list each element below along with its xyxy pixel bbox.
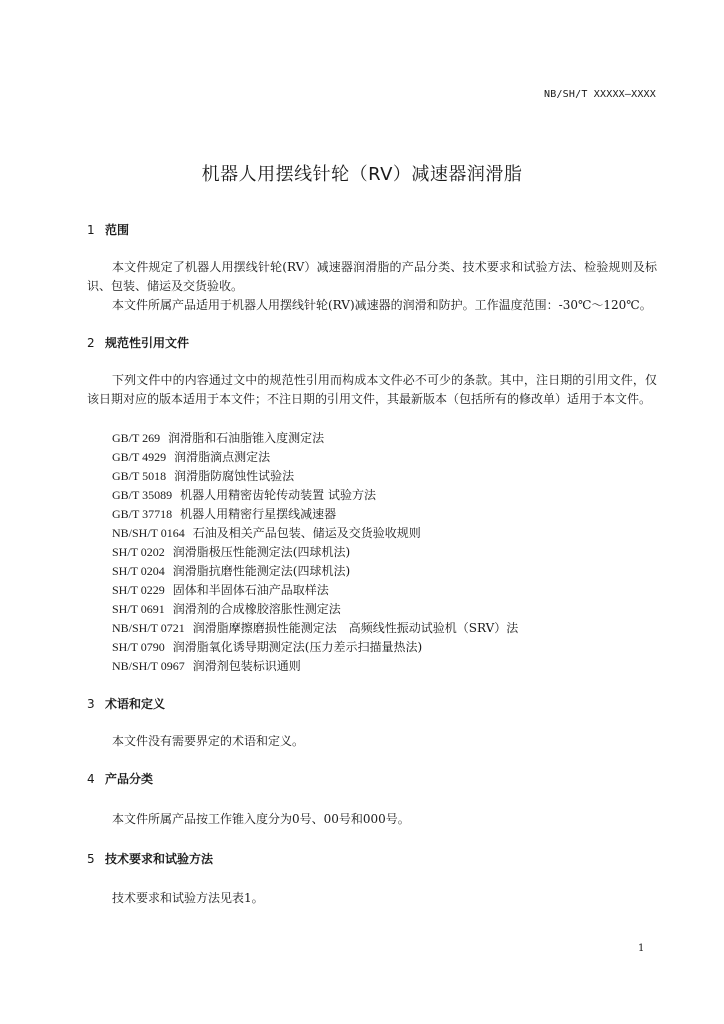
- reference-title: 润滑剂的合成橡胶溶胀性测定法: [172, 602, 341, 616]
- reference-title: 润滑脂摩擦磨损性能测定法 高频线性振动试验机（SRV）法: [192, 621, 519, 635]
- reference-code: GB/T 4929: [112, 450, 167, 464]
- section-3-paragraph-1: 本文件没有需要界定的术语和定义。: [112, 734, 305, 748]
- section-1-paragraph-1: 本文件规定了机器人用摆线针轮(RV）减速器润滑脂的产品分类、技术要求和试验方法、检验规则及标识、包装、储运及交货验收。: [87, 260, 657, 293]
- reference-code: NB/SH/T 0967: [112, 659, 185, 673]
- reference-item: [112, 486, 518, 505]
- section-5-heading: [87, 850, 213, 867]
- reference-title: 润滑脂氧化诱导期测定法(压力差示扫描量热法): [172, 640, 423, 654]
- reference-code: GB/T 37718: [112, 507, 173, 521]
- reference-item: [112, 429, 518, 448]
- section-3-heading: [87, 695, 165, 712]
- reference-title: 润滑脂防腐蚀性试验法: [174, 469, 295, 483]
- reference-title: 润滑脂滴点测定法: [174, 450, 271, 464]
- reference-item: [112, 524, 518, 543]
- reference-title: 润滑脂和石油脂锥入度测定法: [168, 431, 325, 445]
- reference-code: SH/T 0202: [112, 545, 165, 559]
- reference-code: NB/SH/T 0164: [112, 526, 185, 540]
- reference-code: GB/T 35089: [112, 488, 173, 502]
- section-number: 3: [87, 697, 95, 711]
- section-2-paragraph-1: 下列文件中的内容通过文中的规范性引用而构成本文件必不可少的条款。其中，注日期的引用文件，仅该日期对应的版本适用于本文件；不注日期的引用文件，其最新版本（包括所有的修改单）适用于本文件。: [87, 373, 657, 406]
- reference-code: SH/T 0204: [112, 564, 165, 578]
- reference-title: 石油及相关产品包装、储运及交货验收规则: [192, 526, 421, 540]
- reference-title: 润滑脂抗磨性能测定法(四球机法): [172, 564, 351, 578]
- reference-code: SH/T 0229: [112, 583, 165, 597]
- reference-item: [112, 619, 518, 638]
- section-title: 术语和定义: [105, 697, 166, 711]
- document-number: NB/SH/T XXXXX—XXXX: [544, 89, 656, 100]
- reference-title: 润滑剂包装标识通则: [192, 659, 301, 673]
- section-number: 2: [87, 336, 95, 350]
- reference-item: [112, 638, 518, 657]
- section-title: 规范性引用文件: [105, 336, 190, 350]
- section-number: 5: [87, 852, 95, 866]
- section-title: 范围: [105, 223, 130, 237]
- normative-references-list: [112, 429, 518, 676]
- reference-code: SH/T 0790: [112, 640, 165, 654]
- reference-item: [112, 448, 518, 467]
- section-title: 产品分类: [105, 772, 154, 786]
- section-1-heading: [87, 221, 129, 238]
- section-4-heading: [87, 770, 153, 787]
- reference-item: [112, 543, 518, 562]
- reference-title: 机器人用精密齿轮传动装置 试验方法: [180, 488, 376, 502]
- section-2-heading: [87, 334, 189, 351]
- page-number: 1: [638, 943, 645, 954]
- document-title: 机器人用摆线针轮（RV）减速器润滑脂: [201, 164, 523, 185]
- reference-item: [112, 505, 518, 524]
- section-5-paragraph-1: 技术要求和试验方法见表1。: [112, 891, 264, 905]
- reference-title: 润滑脂极压性能测定法(四球机法): [172, 545, 351, 559]
- section-number: 4: [87, 772, 95, 786]
- section-number: 1: [87, 223, 95, 237]
- reference-code: GB/T 269: [112, 431, 161, 445]
- reference-code: NB/SH/T 0721: [112, 621, 185, 635]
- reference-code: SH/T 0691: [112, 602, 165, 616]
- reference-item: [112, 657, 518, 676]
- reference-item: [112, 467, 518, 486]
- reference-title: 机器人用精密行星摆线减速器: [180, 507, 337, 521]
- reference-item: [112, 600, 518, 619]
- section-4-paragraph-1: 本文件所属产品按工作锥入度分为0号、00号和000号。: [112, 812, 410, 826]
- reference-item: [112, 562, 518, 581]
- reference-code: GB/T 5018: [112, 469, 167, 483]
- section-1-paragraph-2: 本文件所属产品适用于机器人用摆线针轮(RV)减速器的润滑和防护。工作温度范围：-30℃～120℃。: [112, 298, 652, 312]
- reference-item: [112, 581, 518, 600]
- reference-title: 固体和半固体石油产品取样法: [172, 583, 329, 597]
- section-title: 技术要求和试验方法: [105, 852, 214, 866]
